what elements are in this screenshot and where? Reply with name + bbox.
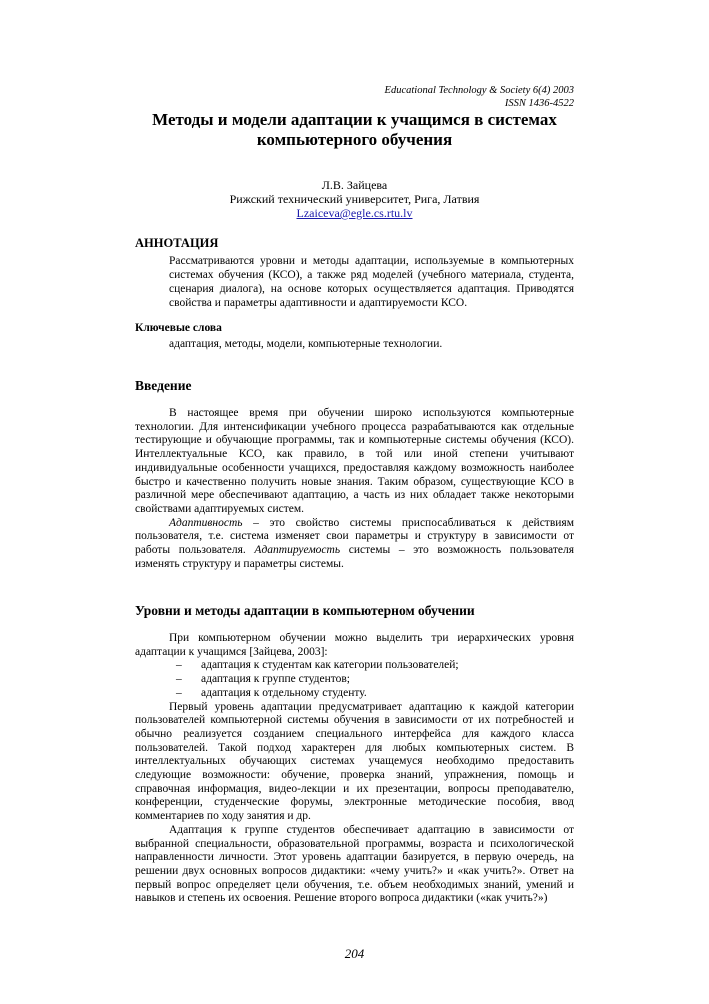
section-levels-body	[135, 632, 574, 906]
list-item: – адаптация к отдельному студенту.	[176, 686, 367, 699]
list-item: – адаптация к группе студентов;	[176, 673, 350, 686]
levels-list	[135, 659, 574, 700]
title-line-1: Методы и модели адаптации к учащимся в системах	[152, 110, 557, 129]
intro-heading: Введение	[135, 378, 192, 393]
levels-paragraph-3: Адаптация к группе студентов обеспечивает адаптацию в зависимости от выбранной специальности, образовательной программы, возраста и психологической направленности личности. Этот уровень адаптации базируется, в первую очередь, на решении двух основных вопросов дидактики: «чему учить?» и «как учить?». Ответ на первый вопрос определяет цели обучения, т.е. объем необходимых знаний, умений и навыков и степень их освоения. Решение второго вопроса дидактики («как учить?»)	[135, 823, 574, 905]
author-email-link[interactable]: Lzaiceva@egle.cs.rtu.lv	[296, 206, 413, 220]
author-affiliation: Рижский технический университет, Рига, Латвия	[229, 192, 480, 206]
abstract-heading: АННОТАЦИЯ	[135, 236, 219, 250]
intro-body	[135, 407, 574, 571]
list-item: – адаптация к студентам как категории пользователей;	[176, 659, 459, 672]
levels-paragraph-1: При компьютерном обучении можно выделить три иерархических уровня адаптации к учащимся [Зайцева, 2003]:	[135, 632, 574, 658]
journal-citation: Educational Technology & Society 6(4) 2003	[384, 85, 574, 96]
term-adaptivity: Адаптивность	[169, 516, 243, 529]
section-heading-levels: Уровни и методы адаптации в компьютерном обучении	[135, 603, 475, 618]
levels-paragraph-2: Первый уровень адаптации предусматривает адаптацию к каждой категории пользователей компьютерной системы обучения в зависимости от их потребностей и обычно реализуется созданием специального интерфейса для каждого класса пользователей. Такой подход характерен для любых компьютерных систем. В интеллектуальных обучающих системах учащемуся необходимо предоставить следующие возможности: обучение, проверка знаний, упражнения, помощь и справочная информация, видео-лекции и их презентации, вопросы преподавателю, конференции, студенческие форумы, электронные методические пособия, ввод комментариев по ходу занятия и др.	[135, 700, 574, 823]
title-line-2: компьютерного обучения	[256, 130, 453, 149]
journal-issn: ISSN 1436-4522	[504, 98, 574, 109]
abstract-text: Рассматриваются уровни и методы адаптации, используемые в компьютерных системах обучения (КСО), а также ряд моделей (учебного материала, студента, сценария диалога), на основе которых осуществляется адаптация. Приводятся свойства и параметры адаптивности и адаптируемости КСО.	[169, 255, 574, 309]
page-number: 204	[344, 946, 365, 961]
intro-paragraph-1: В настоящее время при обучении широко используются компьютерные технологии. Для интенсификации учебного процесса разрабатываются как отдельные тестирующие и обучающие программы, так и компьютерные системы обучения (КСО). Интеллектуальные КСО, как правило, в той или иной степени учитывают индивидуальные особенности учащихся, предоставляя каждому возможность наиболее быстро и качественно получить новые знания. Таким образом, существующие КСО в различной мере обеспечивают адаптацию, а часть из них обладает также некоторыми свойствами адаптируемых систем.	[135, 407, 574, 515]
term-adaptability: Адаптируемость	[254, 544, 341, 557]
keywords-text: адаптация, методы, модели, компьютерные технологии.	[169, 338, 443, 350]
paper-title	[0, 110, 709, 150]
author-name: Л.В. Зайцева	[321, 178, 388, 192]
intro-paragraph-2: Адаптивность – это свойство системы приспосабливаться к действиям пользователя, т.е. система изменяет свои параметры и структуру в зависимости от работы пользователя. Адаптируемость системы – это возможность пользователя изменять структуру и параметры системы.	[135, 516, 575, 570]
journal-header	[385, 84, 574, 110]
author-block	[0, 178, 709, 220]
keywords-heading: Ключевые слова	[135, 322, 222, 334]
